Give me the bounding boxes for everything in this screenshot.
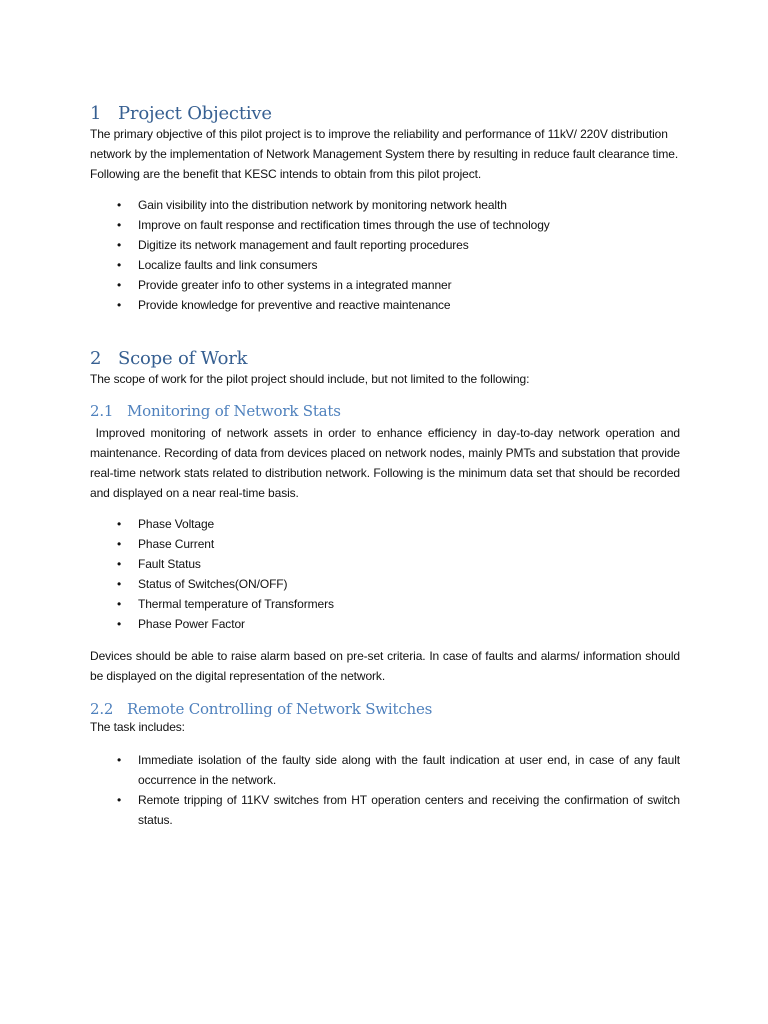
subheading-number: 2.1 (90, 402, 114, 420)
list-item: • Status of Switches(ON/OFF) (90, 574, 680, 594)
list-item: • Phase Voltage (90, 514, 680, 534)
heading-text: Project Objective (118, 103, 272, 124)
heading-text: Scope of Work (118, 348, 248, 369)
heading-number: 1 (90, 103, 102, 124)
list-item: • Provide knowledge for preventive and reactive maintenance (90, 295, 680, 315)
list-item: • Remote tripping of 11KV switches from HT operation centers and receiving the confirmation of switch status. (90, 790, 680, 830)
bullet-icon: • (116, 298, 122, 312)
bullet-icon: • (116, 577, 122, 591)
remote-tasks-list (90, 750, 680, 830)
bullet-icon: • (116, 198, 122, 212)
subheading-monitoring-network-stats (90, 400, 680, 422)
list-item: • Provide greater info to other systems in a integrated manner (90, 275, 680, 295)
list-item: • Immediate isolation of the faulty side along with the fault indication at user end, in case of any fault occurrence in the network. (90, 750, 680, 790)
document-content (90, 101, 684, 830)
subheading-text: Monitoring of Network Stats (127, 402, 341, 420)
list-item: • Gain visibility into the distribution network by monitoring network health (90, 195, 680, 215)
objective-benefits-list (90, 195, 680, 315)
monitoring-paragraph: Improved monitoring of network assets in order to enhance efficiency in day-to-day network operation and maintenance. Recording of data from devices placed on network nodes, mainly PMTs and substation that provide real-time network stats related to distribution network. Following is the minimum data set that should be recorded and displayed on a near real-time basis. (90, 426, 684, 500)
list-item: • Phase Power Factor (90, 614, 680, 634)
task-intro-paragraph: The task includes: (90, 720, 185, 734)
bullet-icon: • (116, 557, 122, 571)
bullet-icon: • (116, 218, 122, 232)
list-item: • Digitize its network management and fault reporting procedures (90, 235, 680, 255)
bullet-icon: • (116, 258, 122, 272)
monitoring-data-list (90, 514, 680, 634)
bullet-icon: • (116, 517, 122, 531)
bullet-icon: • (116, 597, 122, 611)
bullet-icon: • (116, 793, 122, 807)
list-item: • Thermal temperature of Transformers (90, 594, 680, 614)
bullet-icon: • (116, 617, 122, 631)
objective-paragraph: The primary objective of this pilot project is to improve the reliability and performance of 11kV/ 220V distribution network by the implementation of Network Management System there by resulting in reduce fault clearance time. Following are the benefit that KESC intends to obtain from this pilot project. (90, 127, 679, 181)
scope-paragraph: The scope of work for the pilot project should include, but not limited to the following: (90, 372, 530, 386)
bullet-icon: • (116, 537, 122, 551)
heading-number: 2 (90, 348, 102, 369)
bullet-icon: • (116, 753, 122, 767)
list-item: • Fault Status (90, 554, 680, 574)
list-item: • Localize faults and link consumers (90, 255, 680, 275)
subheading-number: 2.2 (90, 700, 114, 718)
list-item: • Improve on fault response and rectification times through the use of technology (90, 215, 680, 235)
bullet-icon: • (116, 278, 122, 292)
list-item: • Phase Current (90, 534, 680, 554)
subheading-text: Remote Controlling of Network Switches (127, 700, 433, 718)
alarm-paragraph: Devices should be able to raise alarm based on pre-set criteria. In case of faults and alarms/ information should be displayed on the digital representation of the network. (90, 649, 680, 683)
bullet-icon: • (116, 238, 122, 252)
